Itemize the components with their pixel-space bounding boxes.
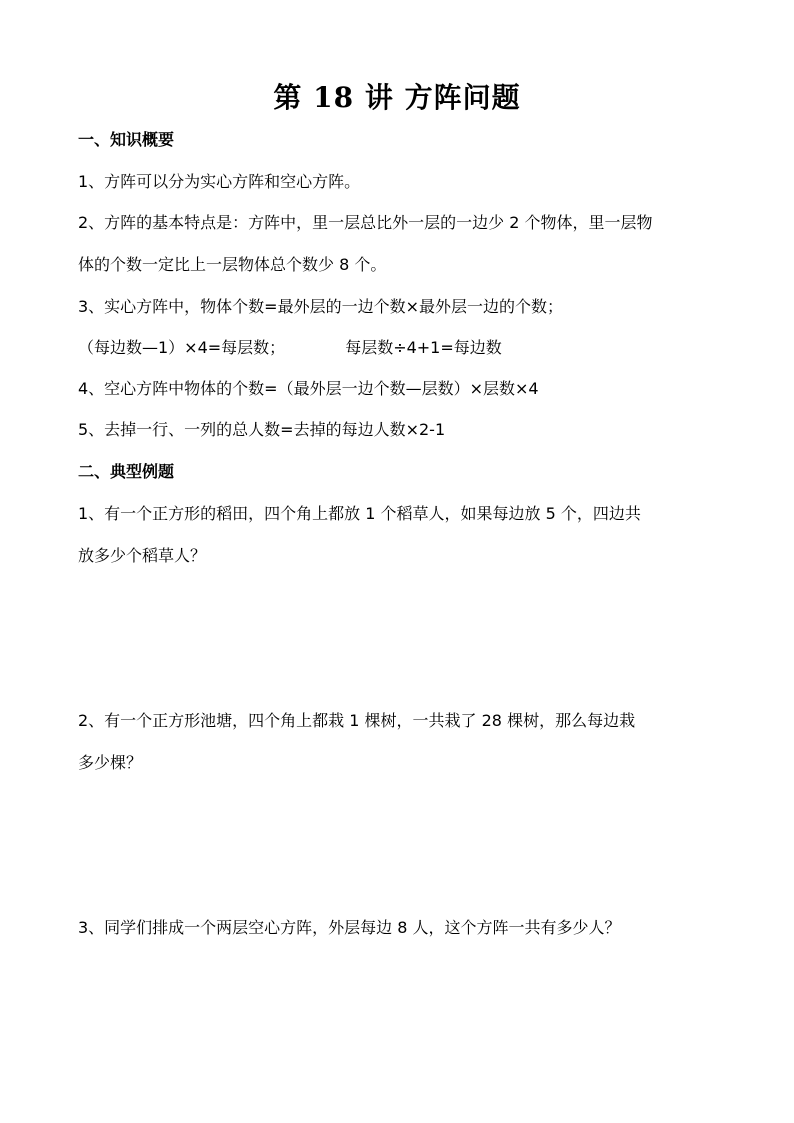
formula-layer-count: （每边数—1）×4=每层数； <box>78 338 286 357</box>
formula-line <box>78 336 502 360</box>
example-2-line1: 2、有一个正方形池塘，四个角上都栽 1 棵树，一共栽了 28 棵树，那么每边栽 <box>78 711 636 730</box>
knowledge-item-3: 3、实心方阵中，物体个数=最外层的一边个数×最外层一边的个数； <box>78 297 563 316</box>
knowledge-item-4: 4、空心方阵中物体的个数=（最外层一边个数—层数）×层数×4 <box>78 379 539 398</box>
formula-side-count: 每层数÷4+1=每边数 <box>345 338 502 357</box>
knowledge-item-2-line2: 体的个数一定比上一层物体总个数少 8 个。 <box>78 255 387 274</box>
knowledge-item-1: 1、方阵可以分为实心方阵和空心方阵。 <box>78 172 361 191</box>
knowledge-item-5: 5、去掉一行、一列的总人数=去掉的每边人数×2-1 <box>78 420 446 439</box>
example-1-line1: 1、有一个正方形的稻田，四个角上都放 1 个稻草人，如果每边放 5 个，四边共 <box>78 504 641 523</box>
knowledge-item-2-line1: 2、方阵的基本特点是：方阵中，里一层总比外一层的一边少 2 个物体，里一层物 <box>78 213 653 232</box>
section-heading-examples: 二、典型例题 <box>78 462 175 481</box>
example-2-line2: 多少棵？ <box>78 753 143 772</box>
section-heading-knowledge: 一、知识概要 <box>78 130 175 149</box>
example-3-line1: 3、同学们排成一个两层空心方阵，外层每边 8 人，这个方阵一共有多少人？ <box>78 918 621 937</box>
page-title: 第 18 讲 方阵问题 <box>273 81 521 114</box>
example-1-line2: 放多少个稻草人？ <box>78 546 207 565</box>
